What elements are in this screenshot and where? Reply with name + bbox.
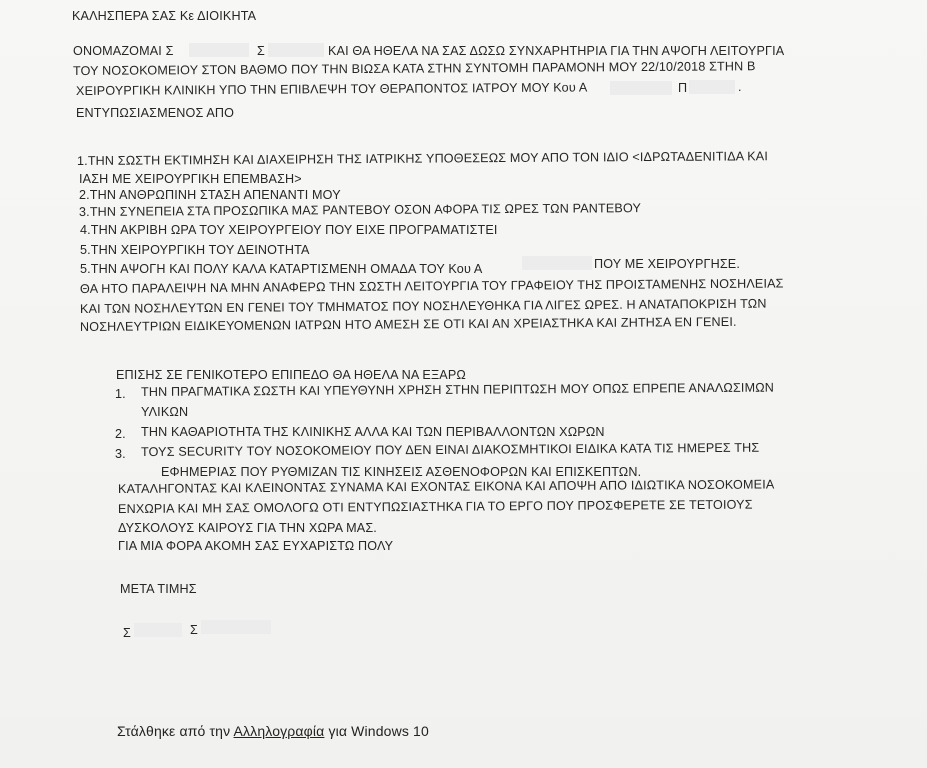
general-1-number: 1. (115, 387, 126, 401)
greeting: ΚΑΛΗΣΠΕΡΑ ΣΑΣ Κε ΔΙΟΙΚΗΤΑ (72, 9, 257, 23)
footer-suffix: για Windows 10 (328, 723, 429, 739)
redacted-surname (268, 43, 324, 57)
point-3: 3.ΤΗΝ ΣΥΝΕΠΕΙΑ ΣΤΑ ΠΡΟΣΩΠΙΚΑ ΜΑΣ ΡΑΝΤΕΒΟΥ ΟΣΟΝ ΑΦΟΡΑ ΤΙΣ ΩΡΕΣ ΤΩΝ ΡΑΝΤΕΒΟΥ (78, 201, 642, 219)
general-2-number: 2. (115, 427, 126, 441)
footer-prefix: Στάλθηκε από την (117, 723, 231, 739)
intro-line-3a: ΧΕΙΡΟΥΡΓΙΚΗ ΚΛΙΝΙΚΗ ΥΠΟ ΤΗΝ ΕΠΙΒΛΕΨΗ ΤΟΥ ΘΕΡΑΠΟΝΤΟΣ ΙΑΤΡΟΥ ΜΟΥ Κου Α (75, 80, 588, 98)
redacted-signature-1 (134, 623, 182, 637)
nursing-line-1: ΘΑ ΗΤΟ ΠΑΡΑΛΕΙΨΗ ΝΑ ΜΗΝ ΑΝΑΦΕΡΩ ΤΗΝ ΣΩΣΤΗ ΛΕΙΤΟΥΡΓΙΑ ΤΟΥ ΓΡΑΦΕΙΟΥ ΤΗΣ ΠΡΟΙΣΤΑΜΕΝΗΣ ΝΟΣΗΛΕΙΑΣ (79, 276, 784, 296)
redacted-name (189, 43, 249, 57)
point-6a: 5.ΤΗΝ ΑΨΟΓΗ ΚΑΙ ΠΟΛΥ ΚΑΛΑ ΚΑΤΑΡΤΙΣΜΕΝΗ ΟΜΑΔΑ ΤΟΥ Κου Α (80, 262, 483, 276)
redacted-doctor-surname (689, 80, 735, 94)
intro-line-1b: Σ (257, 44, 265, 58)
regards: ΜΕΤΑ ΤΙΜΗΣ (120, 582, 197, 596)
intro-line-2: ΤΟΥ ΝΟΣΟΚΟΜΕΙΟΥ ΣΤΟΝ ΒΑΘΜΟ ΠΟΥ ΤΗΝ ΒΙΩΣΑ ΚΑΤΑ ΣΤΗΝ ΣΥΝΤΟΜΗ ΠΑΡΑΜΟΝΗ ΜΟΥ 22/10/2018 ΣΤΗΝ Β (72, 59, 756, 78)
general-3a: ΤΟΥΣ SECURITY ΤΟΥ ΝΟΣΟΚΟΜΕΙΟΥ ΠΟΥ ΔΕΝ ΕΙΝΑΙ ΔΙΑΚΟΣΜΗΤΙΚΟΙ ΕΙΔΙΚΑ ΚΑΤΑ ΤΙΣ ΗΜΕΡΕΣ ΤΗΣ (140, 440, 760, 459)
intro-line-3b: Π (678, 81, 688, 95)
intro-line-3c: . (738, 80, 742, 94)
general-intro: ΕΠΙΣΗΣ ΣΕ ΓΕΝΙΚΟΤΕΡΟ ΕΠΙΠΕΔΟ ΘΑ ΗΘΕΛΑ ΝΑ ΕΞΑΡΩ (116, 368, 466, 382)
general-2: ΤΗΝ ΚΑΘΑΡΙΟΤΗΤΑ ΤΗΣ ΚΛΙΝΙΚΗΣ ΑΛΛΑ ΚΑΙ ΤΩΝ ΠΕΡΙΒΑΛΛΟΝΤΩΝ ΧΩΡΩΝ (141, 425, 605, 439)
point-2: 2.ΤΗΝ ΑΝΘΡΩΠΙΝΗ ΣΤΑΣΗ ΑΠΕΝΑΝΤΙ ΜΟΥ (79, 188, 341, 202)
general-3-number: 3. (115, 447, 126, 461)
general-1a: ΤΗΝ ΠΡΑΓΜΑΤΙΚΑ ΣΩΣΤΗ ΚΑΙ ΥΠΕΥΘΥΝΗ ΧΡΗΣΗ ΣΤΗΝ ΠΕΡΙΠΤΩΣΗ ΜΟΥ ΟΠΩΣ ΕΠΡΕΠΕ ΑΝΑΛΩΣΙΜΩΝ (140, 380, 775, 399)
nursing-line-3: ΝΟΣΗΛΕΥΤΡΙΩΝ ΕΙΔΙΚΕΥΟΜΕΝΩΝ ΙΑΤΡΩΝ ΗΤΟ ΑΜΕΣΗ ΣΕ ΟΤΙ ΚΑΙ ΑΝ ΧΡΕΙΑΣΤΗΚΑ ΚΑΙ ΖΗΤΗΣΑ ΕΝ ΓΕΝΕΙ. (79, 314, 737, 334)
closing-line-1: ΚΑΤΑΛΗΓΟΝΤΑΣ ΚΑΙ ΚΛΕΙΝΟΝΤΑΣ ΣΥΝΑΜΑ ΚΑΙ ΕΧΟΝΤΑΣ ΕΙΚΟΝΑ ΚΑΙ ΑΠΟΨΗ ΑΠΟ ΙΔΙΩΤΙΚΑ ΝΟΣΟΚΟΜΕΙΑ (117, 477, 775, 496)
general-1b: ΥΛΙΚΩΝ (141, 405, 189, 419)
signature-initial-1: Σ (123, 626, 131, 640)
closing-line-4: ΓΙΑ ΜΙΑ ΦΟΡΑ ΑΚΟΜΗ ΣΑΣ ΕΥΧΑΡΙΣΤΩ ΠΟΛΥ (118, 539, 394, 553)
nursing-line-2: ΚΑΙ ΤΩΝ ΝΟΣΗΛΕΥΤΩΝ ΕΝ ΓΕΝΕΙ ΤΟΥ ΤΜΗΜΑΤΟΣ ΠΟΥ ΝΟΣΗΛΕΥΘΗΚΑ ΓΙΑ ΛΙΓΕΣ ΩΡΕΣ. Η ΑΝΑΤΑΠΟΚΡΙΣΗ ΤΩΝ (79, 296, 767, 316)
point-5: 5.ΤΗΝ ΧΕΙΡΟΥΡΓΙΚΗ ΤΟΥ ΔΕΙΝΟΤΗΤΑ (80, 243, 310, 257)
redacted-doctor-name (610, 81, 672, 95)
intro-line-1c: ΚΑΙ ΘΑ ΗΘΕΛΑ ΝΑ ΣΑΣ ΔΩΣΩ ΣΥΝΧΑΡΗΤΗΡΙΑ ΓΙΑ ΤΗΝ ΑΨΟΓΗ ΛΕΙΤΟΥΡΓΙΑ (328, 44, 785, 58)
redacted-doctor-name-2 (522, 256, 592, 270)
closing-line-2: ΕΝΧΩΡΙΑ ΚΑΙ ΜΗ ΣΑΣ ΟΜΟΛΟΓΩ ΟΤΙ ΕΝΤΥΠΩΣΙΑΣΤΗΚΑ ΓΙΑ ΤΟ ΕΡΓΟ ΠΟΥ ΠΡΟΣΦΕΡΕΤΕ ΣΕ ΤΕΤΟΙΟΥΣ (117, 497, 753, 516)
redacted-signature-2 (201, 620, 271, 634)
closing-line-3: ΔΥΣΚΟΛΟΥΣ ΚΑΙΡΟΥΣ ΓΙΑ ΤΗΝ ΧΩΡΑ ΜΑΣ. (118, 521, 377, 535)
mail-app-link[interactable]: Αλληλογραφία (233, 723, 325, 739)
intro-line-4: ΕΝΤΥΠΩΣΙΑΣΜΕΝΟΣ ΑΠΟ (76, 106, 235, 120)
point-4: 4.ΤΗΝ ΑΚΡΙΒΗ ΩΡΑ ΤΟΥ ΧΕΙΡΟΥΡΓΕΙΟΥ ΠΟΥ ΕΙΧΕ ΠΡΟΓΡΑΜΑΤΙΣΤΕΙ (80, 223, 498, 237)
point-1b: ΙΑΣΗ ΜΕ ΧΕΙΡΟΥΡΓΙΚΗ ΕΠΕΜΒΑΣΗ> (79, 172, 302, 186)
signature-initial-2: Σ (190, 623, 198, 637)
intro-line-1a: ΟΝΟΜΑΖΟΜΑΙ Σ (73, 44, 174, 58)
point-1a: 1.ΤΗΝ ΣΩΣΤΗ ΕΚΤΙΜΗΣΗ ΚΑΙ ΔΙΑΧΕΙΡΗΣΗ ΤΗΣ ΙΑΤΡΙΚΗΣ ΥΠΟΘΕΣΕΩΣ ΜΟΥ ΑΠΟ ΤΟΝ ΙΔΙΟ <ΙΔΡΩΤΑΔΕΝΙΤΙΔΑ ΚΑΙ (76, 149, 769, 168)
general-3b: ΕΦΗΜΕΡΙΑΣ ΠΟΥ ΡΥΘΜΙΖΑΝ ΤΙΣ ΚΙΝΗΣΕΙΣ ΑΣΘΕΝΟΦΟΡΩΝ ΚΑΙ ΕΠΙΣΚΕΠΤΩΝ. (161, 465, 642, 479)
point-6b: ΠΟΥ ΜΕ ΧΕΙΡΟΥΡΓΗΣΕ. (594, 257, 740, 271)
sent-from-footer (117, 723, 429, 739)
